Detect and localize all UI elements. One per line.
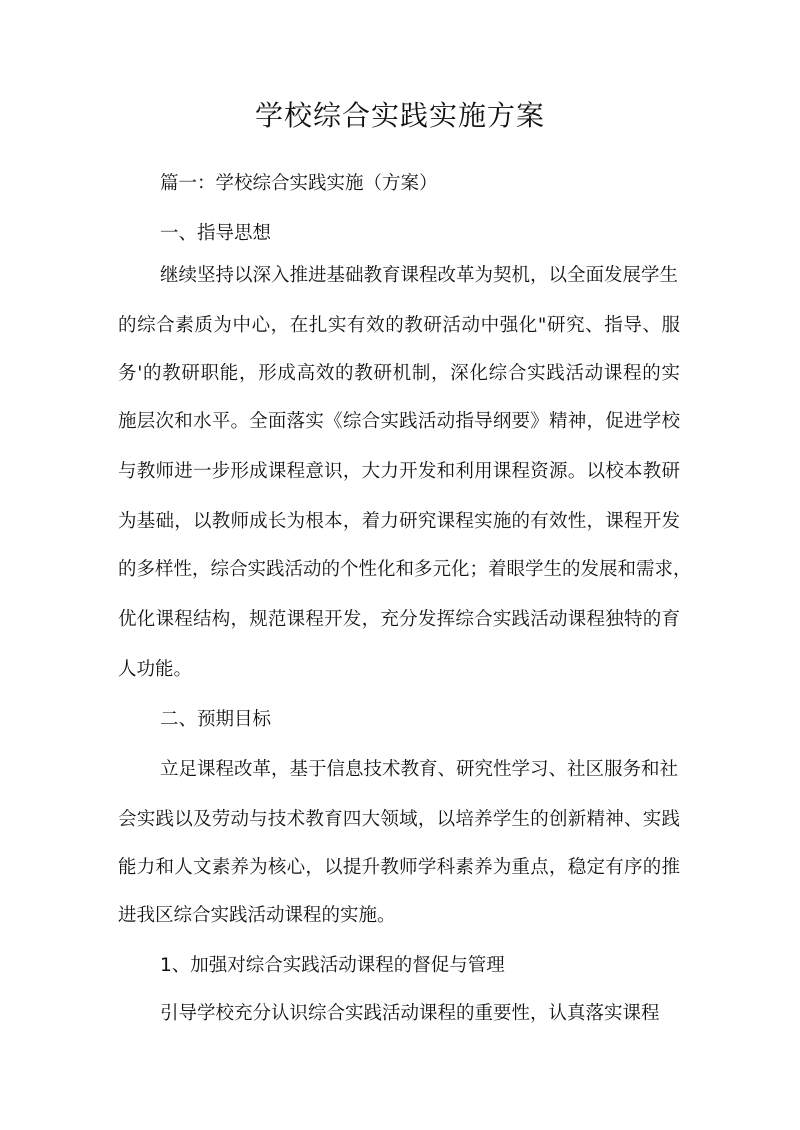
paragraph-line: 立足课程改革，基于信息技术教育、研究性学习、社区服务和社 bbox=[160, 759, 679, 780]
document-title: 学校综合实践实施方案 bbox=[254, 99, 545, 132]
paragraph-line: 引导学校充分认识综合实践活动课程的重要性，认真落实课程 bbox=[160, 1003, 660, 1024]
paragraph-line: 的多样性，综合实践活动的个性化和多元化；着眼学生的发展和需求， bbox=[118, 559, 692, 580]
paragraph-line: 进我区综合实践活动课程的实施。 bbox=[118, 905, 396, 926]
paragraph-line: 继续坚持以深入推进基础教育课程改革为契机，以全面发展学生 bbox=[160, 265, 679, 286]
paragraph-line: 的综合素质为中心，在扎实有效的教研活动中强化"研究、指导、服 bbox=[118, 315, 680, 336]
heading-supervision: 1、加强对综合实践活动课程的督促与管理 bbox=[160, 955, 505, 976]
paragraph-line: 为基础，以教师成长为根本，着力研究课程实施的有效性，课程开发 bbox=[118, 511, 680, 532]
paragraph-line: 人功能。 bbox=[118, 659, 193, 680]
paragraph-line: 与教师进一步形成课程意识，大力开发和利用课程资源。以校本教研 bbox=[118, 461, 680, 482]
paragraph-line: 务'的教研职能，形成高效的教研机制，深化综合实践活动课程的实 bbox=[118, 363, 680, 384]
paragraph-line: 会实践以及劳动与技术教育四大领域，以培养学生的创新精神、实践 bbox=[118, 809, 680, 830]
paragraph-line: 施层次和水平。全面落实《综合实践活动指导纲要》精神，促进学校 bbox=[118, 411, 680, 432]
paragraph-line: 优化课程结构，规范课程开发，充分发挥综合实践活动课程独特的育 bbox=[118, 609, 680, 630]
paragraph-line: 能力和人文素养为核心，以提升教师学科素养为重点，稳定有序的推 bbox=[118, 857, 680, 878]
section-heading: 篇一：学校综合实践实施（方案） bbox=[160, 173, 438, 194]
heading-expected-goals: 二、预期目标 bbox=[160, 709, 272, 730]
heading-guiding-ideology: 一、指导思想 bbox=[160, 223, 272, 244]
